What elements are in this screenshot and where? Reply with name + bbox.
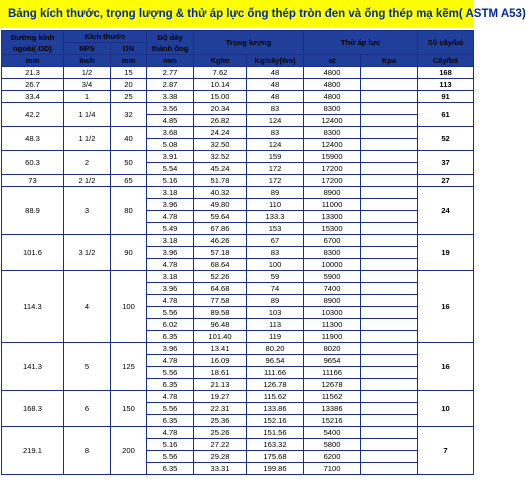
count-cell: 37 — [418, 151, 474, 175]
weight-kgm-cell: 15.00 — [194, 91, 247, 103]
dn-cell: 15 — [111, 67, 147, 79]
weight-kgpc-cell: 89 — [247, 187, 304, 199]
weight-kgm-cell: 51.78 — [194, 175, 247, 187]
od-cell: 60.3 — [2, 151, 64, 175]
nps-cell: 2 1/2 — [64, 175, 111, 187]
dn-cell: 200 — [111, 427, 147, 475]
thickness-cell: 4.78 — [147, 391, 194, 403]
thickness-cell: 5.56 — [147, 403, 194, 415]
pressure-at-cell: 11562 — [304, 391, 361, 403]
thickness-cell: 4.78 — [147, 295, 194, 307]
weight-kgpc-cell: 199.86 — [247, 463, 304, 475]
table-row — [2, 151, 474, 163]
header-pressure: Thử áp lực — [304, 31, 418, 55]
weight-kgm-cell: 46.26 — [194, 235, 247, 247]
od-cell: 73 — [2, 175, 64, 187]
pressure-kpa-cell — [361, 283, 418, 295]
dn-cell: 80 — [111, 187, 147, 235]
od-cell: 26.7 — [2, 79, 64, 91]
thickness-cell: 5.56 — [147, 451, 194, 463]
unit-cell: at — [304, 55, 361, 67]
weight-kgpc-cell: 133.86 — [247, 403, 304, 415]
pressure-kpa-cell — [361, 115, 418, 127]
pressure-kpa-cell — [361, 415, 418, 427]
nps-cell: 5 — [64, 343, 111, 391]
thickness-cell: 5.08 — [147, 139, 194, 151]
weight-kgpc-cell: 163.32 — [247, 439, 304, 451]
weight-kgm-cell: 19.27 — [194, 391, 247, 403]
weight-kgpc-cell: 119 — [247, 331, 304, 343]
count-cell: 16 — [418, 343, 474, 391]
weight-kgm-cell: 10.14 — [194, 79, 247, 91]
pressure-kpa-cell — [361, 187, 418, 199]
count-cell: 52 — [418, 127, 474, 151]
thickness-cell: 4.78 — [147, 259, 194, 271]
pressure-kpa-cell — [361, 379, 418, 391]
weight-kgm-cell: 89.58 — [194, 307, 247, 319]
dn-cell: 90 — [111, 235, 147, 271]
dn-cell: 65 — [111, 175, 147, 187]
thickness-cell: 3.96 — [147, 343, 194, 355]
weight-kgpc-cell: 172 — [247, 163, 304, 175]
weight-kgm-cell: 27.22 — [194, 439, 247, 451]
thickness-cell: 2.77 — [147, 67, 194, 79]
count-cell: 27 — [418, 175, 474, 187]
pressure-kpa-cell — [361, 151, 418, 163]
weight-kgpc-cell: 96.54 — [247, 355, 304, 367]
weight-kgm-cell: 26.82 — [194, 115, 247, 127]
pressure-at-cell: 7100 — [304, 463, 361, 475]
weight-kgpc-cell: 124 — [247, 139, 304, 151]
weight-kgpc-cell: 115.62 — [247, 391, 304, 403]
weight-kgm-cell: 49.80 — [194, 199, 247, 211]
thickness-cell: 3.96 — [147, 247, 194, 259]
thickness-cell: 5.56 — [147, 367, 194, 379]
table-row — [2, 343, 474, 355]
weight-kgpc-cell: 103 — [247, 307, 304, 319]
pressure-at-cell: 8300 — [304, 127, 361, 139]
pressure-kpa-cell — [361, 343, 418, 355]
table-row — [2, 79, 474, 91]
weight-kgm-cell: 67.86 — [194, 223, 247, 235]
weight-kgm-cell: 18.61 — [194, 367, 247, 379]
dn-cell: 25 — [111, 91, 147, 103]
pressure-kpa-cell — [361, 235, 418, 247]
count-cell: 16 — [418, 271, 474, 343]
nps-cell: 2 — [64, 151, 111, 175]
thickness-cell: 2.87 — [147, 79, 194, 91]
pressure-kpa-cell — [361, 295, 418, 307]
pressure-at-cell: 11300 — [304, 319, 361, 331]
weight-kgm-cell: 52.26 — [194, 271, 247, 283]
weight-kgm-cell: 57.18 — [194, 247, 247, 259]
dn-cell: 125 — [111, 343, 147, 391]
unit-cell: Kpa — [361, 55, 418, 67]
pressure-at-cell: 10000 — [304, 259, 361, 271]
weight-kgm-cell: 96.48 — [194, 319, 247, 331]
pressure-at-cell: 5400 — [304, 427, 361, 439]
od-cell: 88.9 — [2, 187, 64, 235]
weight-kgpc-cell: 83 — [247, 247, 304, 259]
weight-kgm-cell: 101.40 — [194, 331, 247, 343]
weight-kgm-cell: 24.24 — [194, 127, 247, 139]
table-row — [2, 391, 474, 403]
pressure-kpa-cell — [361, 367, 418, 379]
od-cell: 42.2 — [2, 103, 64, 127]
thickness-cell: 6.35 — [147, 331, 194, 343]
thickness-cell: 4.85 — [147, 115, 194, 127]
nps-cell: 1 1/2 — [64, 127, 111, 151]
thickness-cell: 3.18 — [147, 235, 194, 247]
weight-kgpc-cell: 133.3 — [247, 211, 304, 223]
nps-cell: 1 1/4 — [64, 103, 111, 127]
count-cell: 24 — [418, 187, 474, 235]
weight-kgpc-cell: 159 — [247, 151, 304, 163]
table-row — [2, 67, 474, 79]
thickness-cell: 6.35 — [147, 463, 194, 475]
od-cell: 48.3 — [2, 127, 64, 151]
pressure-kpa-cell — [361, 223, 418, 235]
pressure-at-cell: 11166 — [304, 367, 361, 379]
table-row — [2, 271, 474, 283]
pressure-kpa-cell — [361, 163, 418, 175]
page-title: Bảng kích thước, trọng lượng & thử áp lực ống thép tròn đen và ống thép mạ kẽm( ASTM A53) — [0, 0, 474, 28]
pressure-at-cell: 5800 — [304, 439, 361, 451]
pressure-kpa-cell — [361, 67, 418, 79]
weight-kgpc-cell: 74 — [247, 283, 304, 295]
od-cell: 21.3 — [2, 67, 64, 79]
nps-cell: 1 — [64, 91, 111, 103]
unit-cell: mm — [2, 55, 64, 67]
pressure-at-cell: 15900 — [304, 151, 361, 163]
weight-kgpc-cell: 48 — [247, 67, 304, 79]
weight-kgpc-cell: 67 — [247, 235, 304, 247]
od-cell: 101.6 — [2, 235, 64, 271]
thickness-cell: 4.78 — [147, 355, 194, 367]
weight-kgm-cell: 64.68 — [194, 283, 247, 295]
pipe-spec-table — [1, 30, 474, 475]
nps-cell: 3 — [64, 187, 111, 235]
pressure-at-cell: 6200 — [304, 451, 361, 463]
pressure-kpa-cell — [361, 271, 418, 283]
od-cell: 33.4 — [2, 91, 64, 103]
count-cell: 168 — [418, 67, 474, 79]
weight-kgpc-cell: 124 — [247, 115, 304, 127]
pressure-at-cell: 11000 — [304, 199, 361, 211]
header-dn: DN — [111, 43, 147, 55]
pressure-at-cell: 17200 — [304, 163, 361, 175]
pressure-kpa-cell — [361, 463, 418, 475]
thickness-cell: 3.96 — [147, 283, 194, 295]
header-size: Kích thước — [64, 31, 147, 43]
pressure-at-cell: 4800 — [304, 91, 361, 103]
weight-kgm-cell: 25.26 — [194, 427, 247, 439]
weight-kgm-cell: 21.13 — [194, 379, 247, 391]
pressure-at-cell: 12400 — [304, 139, 361, 151]
pressure-kpa-cell — [361, 139, 418, 151]
pressure-kpa-cell — [361, 103, 418, 115]
table-row — [2, 187, 474, 199]
pressure-at-cell: 8900 — [304, 187, 361, 199]
nps-cell: 3 1/2 — [64, 235, 111, 271]
pressure-at-cell: 8900 — [304, 295, 361, 307]
weight-kgpc-cell: 80.20 — [247, 343, 304, 355]
table-row — [2, 175, 474, 187]
nps-cell: 3/4 — [64, 79, 111, 91]
dn-cell: 50 — [111, 151, 147, 175]
count-cell: 7 — [418, 427, 474, 475]
pressure-at-cell: 13386 — [304, 403, 361, 415]
thickness-cell: 5.16 — [147, 439, 194, 451]
weight-kgm-cell: 77.58 — [194, 295, 247, 307]
thickness-cell: 3.18 — [147, 271, 194, 283]
pressure-at-cell: 12678 — [304, 379, 361, 391]
nps-cell: 4 — [64, 271, 111, 343]
thickness-cell: 3.68 — [147, 127, 194, 139]
pressure-kpa-cell — [361, 355, 418, 367]
weight-kgpc-cell: 100 — [247, 259, 304, 271]
pressure-kpa-cell — [361, 331, 418, 343]
pressure-at-cell: 8300 — [304, 103, 361, 115]
dn-cell: 20 — [111, 79, 147, 91]
nps-cell: 8 — [64, 427, 111, 475]
units-row — [2, 55, 474, 67]
pressure-kpa-cell — [361, 403, 418, 415]
od-cell: 114.3 — [2, 271, 64, 343]
pressure-kpa-cell — [361, 451, 418, 463]
thickness-cell: 6.02 — [147, 319, 194, 331]
unit-cell: Cây/bó — [418, 55, 474, 67]
weight-kgm-cell: 13.41 — [194, 343, 247, 355]
weight-kgm-cell: 20.34 — [194, 103, 247, 115]
table-row — [2, 427, 474, 439]
pressure-kpa-cell — [361, 199, 418, 211]
pressure-at-cell: 9654 — [304, 355, 361, 367]
pressure-kpa-cell — [361, 79, 418, 91]
pressure-kpa-cell — [361, 427, 418, 439]
weight-kgpc-cell: 151.56 — [247, 427, 304, 439]
weight-kgm-cell: 45.24 — [194, 163, 247, 175]
weight-kgpc-cell: 113 — [247, 319, 304, 331]
weight-kgpc-cell: 48 — [247, 91, 304, 103]
thickness-cell: 3.96 — [147, 199, 194, 211]
od-cell: 168.3 — [2, 391, 64, 427]
thickness-cell: 3.18 — [147, 187, 194, 199]
pressure-kpa-cell — [361, 307, 418, 319]
pressure-at-cell: 17200 — [304, 175, 361, 187]
pressure-at-cell: 6700 — [304, 235, 361, 247]
pressure-kpa-cell — [361, 439, 418, 451]
weight-kgpc-cell: 111.66 — [247, 367, 304, 379]
pressure-at-cell: 13300 — [304, 211, 361, 223]
unit-cell: Kg/m — [194, 55, 247, 67]
unit-cell: Kg/cây(6m) — [247, 55, 304, 67]
weight-kgpc-cell: 59 — [247, 271, 304, 283]
weight-kgm-cell: 33.31 — [194, 463, 247, 475]
weight-kgm-cell: 32.52 — [194, 151, 247, 163]
thickness-cell: 6.35 — [147, 415, 194, 427]
thickness-cell: 6.35 — [147, 379, 194, 391]
dn-cell: 100 — [111, 271, 147, 343]
table-row — [2, 103, 474, 115]
count-cell: 91 — [418, 91, 474, 103]
dn-cell: 40 — [111, 127, 147, 151]
unit-cell: inch — [64, 55, 111, 67]
pressure-at-cell: 7400 — [304, 283, 361, 295]
pressure-kpa-cell — [361, 127, 418, 139]
weight-kgpc-cell: 153 — [247, 223, 304, 235]
unit-cell: mm — [147, 55, 194, 67]
weight-kgpc-cell: 175.68 — [247, 451, 304, 463]
thickness-cell: 5.54 — [147, 163, 194, 175]
dn-cell: 32 — [111, 103, 147, 127]
header-thickness: Độ dày thành ống — [147, 31, 194, 55]
pressure-kpa-cell — [361, 259, 418, 271]
count-cell: 61 — [418, 103, 474, 127]
weight-kgm-cell: 22.31 — [194, 403, 247, 415]
weight-kgpc-cell: 172 — [247, 175, 304, 187]
pressure-at-cell: 11900 — [304, 331, 361, 343]
thickness-cell: 4.78 — [147, 211, 194, 223]
nps-cell: 6 — [64, 391, 111, 427]
pressure-kpa-cell — [361, 175, 418, 187]
od-cell: 141.3 — [2, 343, 64, 391]
thickness-cell: 5.16 — [147, 175, 194, 187]
weight-kgpc-cell: 89 — [247, 295, 304, 307]
weight-kgm-cell: 7.62 — [194, 67, 247, 79]
pressure-at-cell: 12400 — [304, 115, 361, 127]
unit-cell: mm — [111, 55, 147, 67]
weight-kgpc-cell: 152.16 — [247, 415, 304, 427]
header-count: Số cây/bó — [418, 31, 474, 55]
pressure-at-cell: 10300 — [304, 307, 361, 319]
thickness-cell: 4.78 — [147, 427, 194, 439]
weight-kgm-cell: 25.36 — [194, 415, 247, 427]
header-nps: NPS — [64, 43, 111, 55]
pressure-kpa-cell — [361, 247, 418, 259]
thickness-cell: 3.91 — [147, 151, 194, 163]
pressure-kpa-cell — [361, 391, 418, 403]
pressure-at-cell: 4800 — [304, 79, 361, 91]
weight-kgm-cell: 59.64 — [194, 211, 247, 223]
weight-kgpc-cell: 48 — [247, 79, 304, 91]
table-row — [2, 127, 474, 139]
weight-kgpc-cell: 110 — [247, 199, 304, 211]
pressure-at-cell: 15300 — [304, 223, 361, 235]
od-cell: 219.1 — [2, 427, 64, 475]
count-cell: 113 — [418, 79, 474, 91]
pressure-at-cell: 15216 — [304, 415, 361, 427]
pressure-at-cell: 8300 — [304, 247, 361, 259]
weight-kgm-cell: 32.50 — [194, 139, 247, 151]
thickness-cell: 5.56 — [147, 307, 194, 319]
count-cell: 19 — [418, 235, 474, 271]
thickness-cell: 3.56 — [147, 103, 194, 115]
thickness-cell: 5.49 — [147, 223, 194, 235]
weight-kgm-cell: 68.64 — [194, 259, 247, 271]
weight-kgpc-cell: 83 — [247, 127, 304, 139]
pressure-kpa-cell — [361, 319, 418, 331]
pressure-at-cell: 8020 — [304, 343, 361, 355]
nps-cell: 1/2 — [64, 67, 111, 79]
count-cell: 10 — [418, 391, 474, 427]
weight-kgm-cell: 16.09 — [194, 355, 247, 367]
table-row — [2, 91, 474, 103]
table-body — [2, 67, 474, 475]
pressure-at-cell: 5900 — [304, 271, 361, 283]
weight-kgm-cell: 29.28 — [194, 451, 247, 463]
pressure-kpa-cell — [361, 211, 418, 223]
weight-kgpc-cell: 126.78 — [247, 379, 304, 391]
header-weight: Trọng lượng — [194, 31, 304, 55]
weight-kgpc-cell: 83 — [247, 103, 304, 115]
thickness-cell: 3.38 — [147, 91, 194, 103]
table-row — [2, 235, 474, 247]
weight-kgm-cell: 40.32 — [194, 187, 247, 199]
pressure-kpa-cell — [361, 91, 418, 103]
pressure-at-cell: 4800 — [304, 67, 361, 79]
dn-cell: 150 — [111, 391, 147, 427]
header-od: Đường kính ngoài( OD) — [2, 31, 64, 55]
